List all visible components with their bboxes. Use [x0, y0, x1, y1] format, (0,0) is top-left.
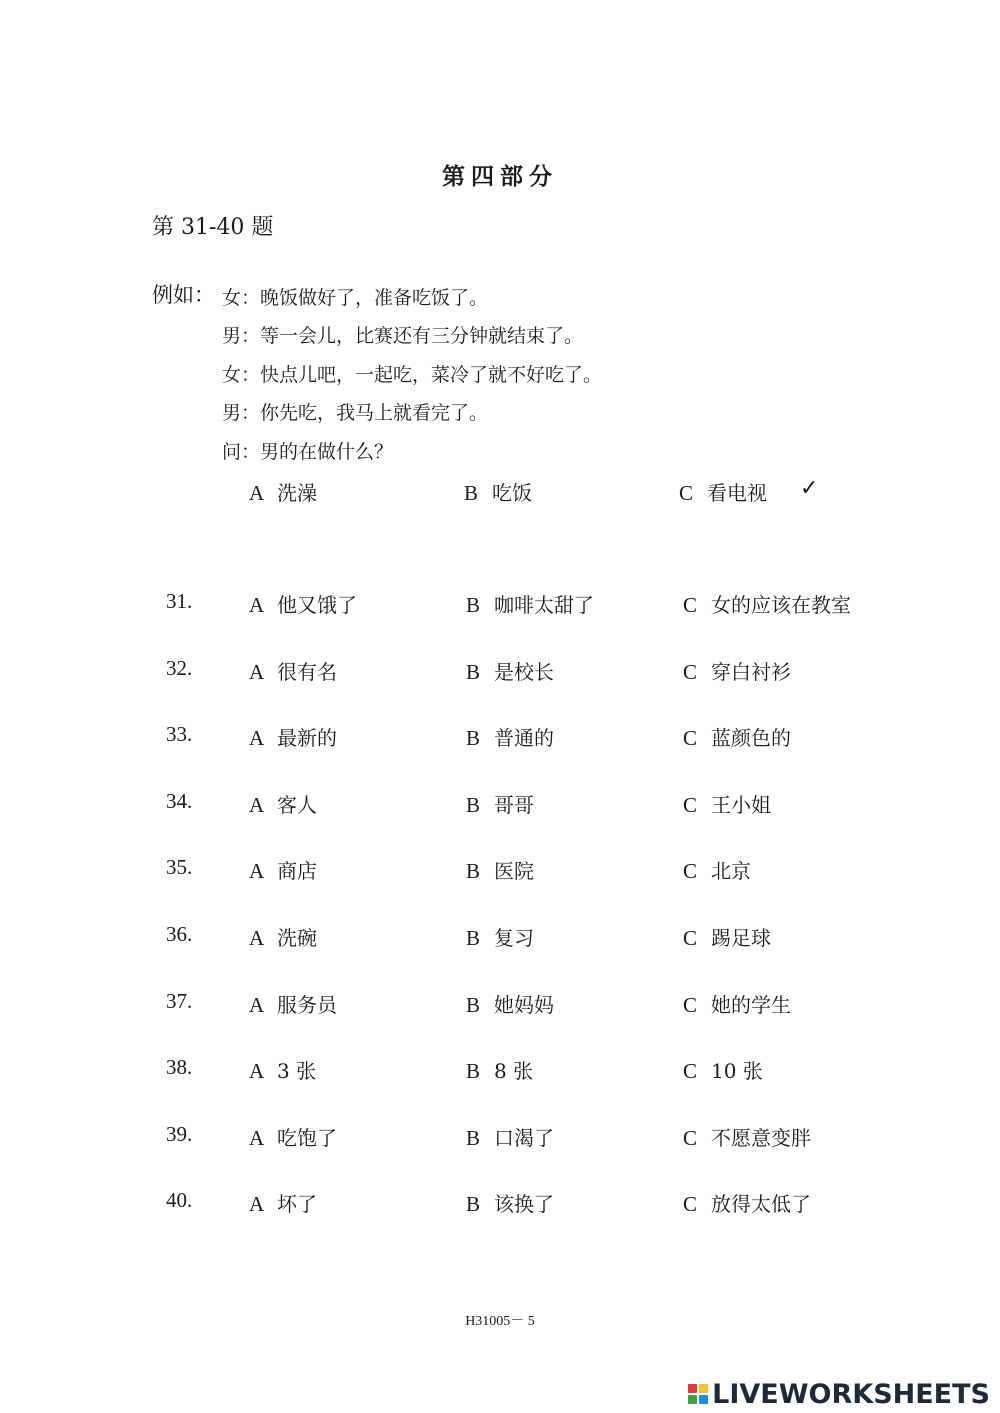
- example-option-b: [464, 477, 532, 506]
- option-letter: A: [249, 726, 265, 750]
- option-letter: C: [683, 993, 698, 1017]
- option-letter: C: [683, 660, 698, 684]
- option-letter: C: [683, 593, 698, 617]
- brand-text: LIVEWORKSHEETS: [712, 1378, 990, 1410]
- check-mark-icon: ✓: [800, 476, 819, 501]
- option-letter: C: [683, 726, 698, 750]
- example-line: 男：你先吃，我马上就看完了。: [222, 402, 489, 424]
- option-text: 服务员: [277, 993, 337, 1017]
- option-letter: B: [466, 793, 481, 817]
- option-letter: B: [466, 1126, 481, 1150]
- answer-option-c[interactable]: [683, 989, 791, 1018]
- option-text: 复习: [494, 926, 534, 950]
- option-letter: A: [249, 859, 265, 883]
- option-letter: B: [464, 481, 479, 505]
- option-letter: A: [249, 593, 265, 617]
- option-letter: A: [249, 1192, 265, 1216]
- option-letter: C: [683, 1126, 698, 1150]
- option-text: 咖啡太甜了: [494, 593, 594, 617]
- question-number: 34.: [166, 789, 193, 813]
- option-text: 医院: [494, 859, 534, 883]
- answer-option-c[interactable]: [683, 1122, 811, 1151]
- answer-option-b[interactable]: [466, 722, 554, 751]
- question-number: 36.: [166, 922, 193, 946]
- example-question: 问：男的在做什么？: [222, 441, 394, 463]
- option-letter: A: [249, 1059, 265, 1083]
- answer-option-a[interactable]: [249, 589, 357, 618]
- option-text: 穿白衬衫: [711, 660, 791, 684]
- question-number: 37.: [166, 989, 193, 1013]
- example-option-c: [679, 477, 767, 506]
- option-text: 坏了: [277, 1192, 317, 1216]
- option-letter: A: [249, 1126, 265, 1150]
- answer-option-a[interactable]: [249, 722, 337, 751]
- option-letter: C: [683, 793, 698, 817]
- answer-option-a[interactable]: [249, 1055, 316, 1084]
- option-letter: C: [683, 1059, 698, 1083]
- option-text: 踢足球: [711, 926, 771, 950]
- example-line: 女：快点儿吧，一起吃，菜冷了就不好吃了。: [222, 364, 603, 386]
- option-text: 是校长: [494, 660, 554, 684]
- answer-option-c[interactable]: [683, 722, 791, 751]
- question-number: 38.: [166, 1055, 193, 1079]
- option-letter: B: [466, 1059, 481, 1083]
- answer-option-b[interactable]: [466, 656, 554, 685]
- option-letter: A: [249, 793, 265, 817]
- option-text: 8 张: [494, 1059, 534, 1083]
- example-option-a: [249, 477, 317, 506]
- option-text: 口渴了: [494, 1126, 554, 1150]
- option-letter: A: [249, 926, 265, 950]
- answer-option-b[interactable]: [466, 989, 554, 1018]
- answer-option-b[interactable]: [466, 1055, 533, 1084]
- answer-option-c[interactable]: [683, 789, 771, 818]
- option-text: 她妈妈: [494, 993, 554, 1017]
- answer-option-c[interactable]: [683, 656, 791, 685]
- page-footer: H31005－ 5: [465, 1314, 535, 1329]
- section-title: 第四部分: [442, 163, 558, 190]
- question-number: 32.: [166, 656, 193, 680]
- option-letter: B: [466, 593, 481, 617]
- answer-option-b[interactable]: [466, 1122, 554, 1151]
- answer-option-c[interactable]: [683, 589, 851, 618]
- option-text: 看电视: [707, 481, 767, 505]
- option-text: 哥哥: [494, 793, 534, 817]
- answer-option-b[interactable]: [466, 789, 534, 818]
- answer-option-c[interactable]: [683, 855, 751, 884]
- liveworksheets-logo: [688, 1379, 990, 1409]
- option-letter: B: [466, 993, 481, 1017]
- option-text: 洗澡: [277, 481, 317, 505]
- question-number: 39.: [166, 1122, 193, 1146]
- answer-option-a[interactable]: [249, 855, 317, 884]
- option-text: 普通的: [494, 726, 554, 750]
- option-letter: C: [683, 926, 698, 950]
- option-text: 客人: [277, 793, 317, 817]
- option-text: 最新的: [277, 726, 337, 750]
- option-letter: B: [466, 859, 481, 883]
- option-letter: A: [249, 660, 265, 684]
- option-text: 10 张: [711, 1059, 763, 1083]
- answer-option-a[interactable]: [249, 1122, 337, 1151]
- option-letter: C: [683, 859, 698, 883]
- option-text: 洗碗: [277, 926, 317, 950]
- question-number: 40.: [166, 1188, 193, 1212]
- option-text: 王小姐: [711, 793, 771, 817]
- option-text: 吃饭: [492, 481, 532, 505]
- question-range: 第 31-40 题: [152, 215, 274, 240]
- option-text: 很有名: [277, 660, 337, 684]
- option-text: 蓝颜色的: [711, 726, 791, 750]
- answer-option-c[interactable]: [683, 1188, 811, 1217]
- option-text: 该换了: [494, 1192, 554, 1216]
- option-text: 北京: [711, 859, 751, 883]
- answer-option-b[interactable]: [466, 855, 534, 884]
- answer-option-c[interactable]: [683, 1055, 763, 1084]
- example-label: 例如：: [152, 283, 215, 307]
- example-line: 男：等一会儿，比赛还有三分钟就结束了。: [222, 325, 584, 347]
- answer-option-a[interactable]: [249, 989, 337, 1018]
- example-line: 女：晚饭做好了，准备吃饭了。: [222, 287, 489, 309]
- option-letter: C: [679, 481, 694, 505]
- answer-option-a[interactable]: [249, 1188, 317, 1217]
- option-text: 放得太低了: [711, 1192, 811, 1216]
- question-number: 31.: [166, 589, 193, 613]
- answer-option-c[interactable]: [683, 922, 771, 951]
- question-number: 33.: [166, 722, 193, 746]
- option-text: 商店: [277, 859, 317, 883]
- option-letter: B: [466, 1192, 481, 1216]
- answer-option-b[interactable]: [466, 922, 534, 951]
- answer-option-b[interactable]: [466, 1188, 554, 1217]
- answer-option-a[interactable]: [249, 656, 337, 685]
- option-letter: B: [466, 926, 481, 950]
- answer-option-b[interactable]: [466, 589, 594, 618]
- option-text: 她的学生: [711, 993, 791, 1017]
- option-text: 他又饿了: [277, 593, 357, 617]
- option-letter: A: [249, 993, 265, 1017]
- option-letter: B: [466, 726, 481, 750]
- question-number: 35.: [166, 855, 193, 879]
- option-letter: C: [683, 1192, 698, 1216]
- option-letter: A: [249, 481, 265, 505]
- logo-mark-icon: [688, 1384, 708, 1404]
- answer-option-a[interactable]: [249, 789, 317, 818]
- option-text: 吃饱了: [277, 1126, 337, 1150]
- option-text: 女的应该在教室: [711, 593, 851, 617]
- option-letter: B: [466, 660, 481, 684]
- option-text: 3 张: [277, 1059, 317, 1083]
- answer-option-a[interactable]: [249, 922, 317, 951]
- option-text: 不愿意变胖: [711, 1126, 811, 1150]
